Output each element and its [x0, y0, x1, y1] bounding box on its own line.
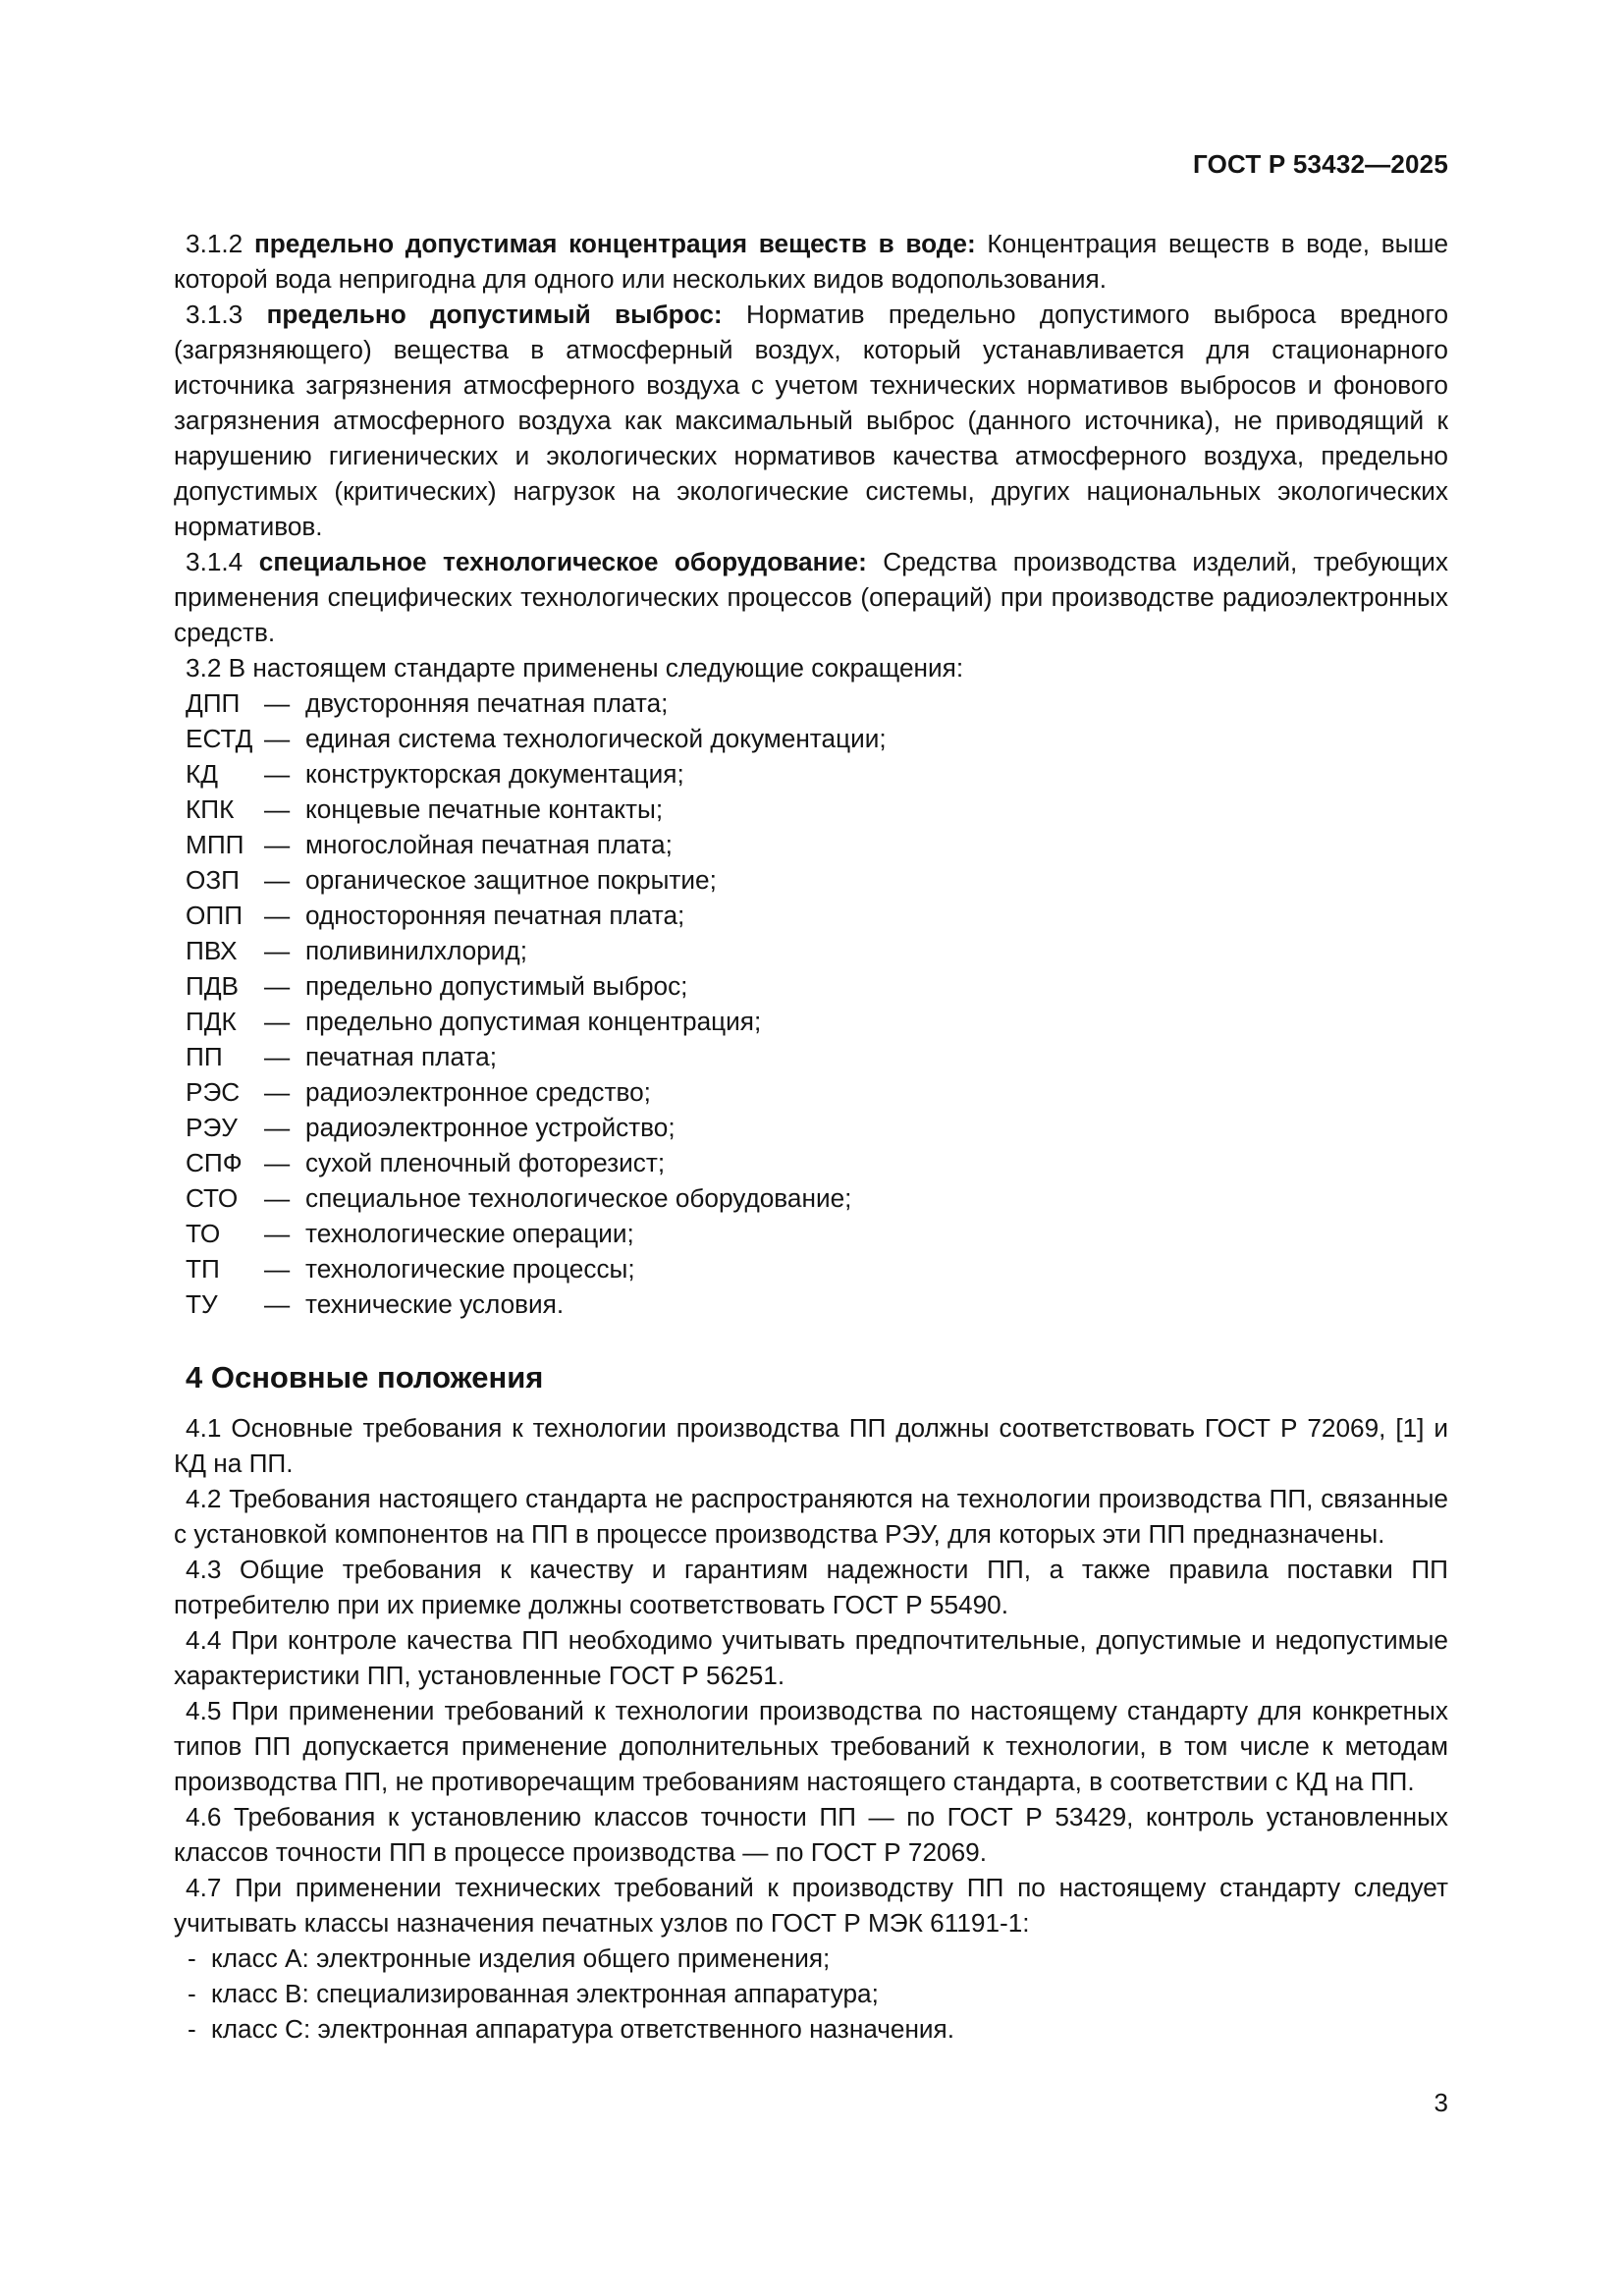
abbreviation-dash: — — [264, 1042, 291, 1071]
abbreviation: РЭС — [186, 1077, 241, 1107]
definition-term: специальное технологическое оборудование: — [258, 547, 867, 576]
list-item — [174, 1941, 1448, 1976]
abbreviation: ДПП — [186, 688, 241, 718]
page-number: 3 — [1434, 2088, 1448, 2117]
abbreviation-dash: — — [264, 688, 291, 718]
abbreviation-meaning: двусторонняя печатная плата; — [305, 688, 669, 718]
abbreviation-row — [174, 1110, 1448, 1145]
assembly-classes-list — [174, 1941, 1448, 2047]
abbreviation-row — [174, 827, 1448, 862]
abbreviation-row — [174, 862, 1448, 898]
abbreviation: ТО — [186, 1219, 221, 1248]
abbreviation-row — [174, 968, 1448, 1004]
bullet-marker: - — [188, 1979, 196, 2008]
abbreviation-meaning: концевые печатные контакты; — [305, 794, 664, 824]
abbreviation-dash: — — [264, 830, 291, 859]
abbreviation: ПДК — [186, 1007, 237, 1036]
definition-number: 3.1.2 — [186, 229, 243, 258]
bullet-marker: - — [188, 2014, 196, 2044]
paragraph-4-4: 4.4 При контроле качества ПП необходимо учитывать предпочтительные, допустимые и недопустимые характеристики ПП, установленные ГОСТ Р 56251. — [174, 1625, 1448, 1690]
abbreviation: ТП — [186, 1254, 220, 1284]
abbreviation-meaning: радиоэлектронное средство; — [305, 1077, 651, 1107]
definition-3-1-3 — [174, 297, 1448, 544]
abbreviation-row — [174, 1286, 1448, 1322]
abbreviations-list — [174, 685, 1448, 1322]
paragraph-4-1: 4.1 Основные требования к технологии производства ПП должны соответствовать ГОСТ Р 72069, [1] и КД на ПП. — [174, 1413, 1448, 1478]
definition-3-1-2 — [174, 226, 1448, 297]
abbreviation-row — [174, 1004, 1448, 1039]
abbreviation-row — [174, 1039, 1448, 1074]
abbreviation-row — [174, 1180, 1448, 1216]
list-item — [174, 2011, 1448, 2047]
abbreviation-meaning: единая система технологической документации; — [305, 724, 887, 753]
section-4-title: 4 Основные положения — [186, 1360, 544, 1394]
abbreviation-meaning: печатная плата; — [305, 1042, 497, 1071]
abbreviation-row — [174, 1251, 1448, 1286]
abbreviation-meaning: односторонняя печатная плата; — [305, 901, 685, 930]
abbreviation-meaning: органическое защитное покрытие; — [305, 865, 717, 895]
paragraph-4-6: 4.6 Требования к установлению классов точности ПП — по ГОСТ Р 53429, контроль установленных классов точности ПП в процессе производства — по ГОСТ Р 72069. — [174, 1802, 1448, 1867]
definition-text: Норматив предельно допустимого выброса вредного (загрязняющего) вещества в атмосферный воздух, который устанавливается для стационарного источника загрязнения атмосферного воздуха с учетом технических нормативов выбросов и фонового загрязнения атмосферного воздуха как максимальный выброс (данного источника), не приводящий к нарушению гигиенических и экологических нормативов качества атмосферного воздуха, предельно допустимых (критических) нагрузок на экологические системы, других национальных экологических нормативов. — [174, 300, 1449, 541]
abbreviations-intro: 3.2 В настоящем стандарте применены следующие сокращения: — [186, 653, 964, 683]
abbreviation-dash: — — [264, 1113, 291, 1142]
abbreviation-dash: — — [264, 1254, 291, 1284]
abbreviation: КД — [186, 759, 218, 789]
definition-term: предельно допустимый выброс: — [266, 300, 723, 329]
abbreviation: МПП — [186, 830, 244, 859]
document-header-id: ГОСТ Р 53432—2025 — [1193, 149, 1448, 179]
paragraph-4-3: 4.3 Общие требования к качеству и гарантиям надежности ПП, а также правила поставки ПП потребителю при их приемке должны соответствовать ГОСТ Р 55490. — [174, 1555, 1448, 1619]
abbreviation-meaning: радиоэлектронное устройство; — [305, 1113, 676, 1142]
abbreviation-meaning: технические условия. — [305, 1289, 565, 1319]
abbreviation-meaning: специальное технологическое оборудование; — [305, 1183, 852, 1213]
definition-term: предельно допустимая концентрация веществ в воде: — [253, 229, 976, 258]
abbreviation: ОЗП — [186, 865, 241, 895]
abbreviation-row — [174, 898, 1448, 933]
abbreviation-dash: — — [264, 901, 291, 930]
abbreviation: ЕСТД — [186, 724, 253, 753]
abbreviation: ПДВ — [186, 971, 240, 1001]
abbreviation-row — [174, 721, 1448, 756]
abbreviation-dash: — — [264, 1183, 291, 1213]
definition-3-1-4 — [174, 544, 1448, 650]
class-description: класс В: специализированная электронная аппаратура; — [211, 1979, 879, 2008]
paragraph-4-5: 4.5 При применении требований к технологии производства по настоящему стандарту для конкретных типов ПП допускается применение дополнительных требований к технологии, в том числе к методам производства ПП, не противоречащим требованиям настоящего стандарта, в соответствии с КД на ПП. — [174, 1696, 1448, 1796]
abbreviation: РЭУ — [186, 1113, 238, 1142]
abbreviation-dash: — — [264, 936, 291, 965]
abbreviation-row — [174, 1145, 1448, 1180]
abbreviation-meaning: предельно допустимая концентрация; — [305, 1007, 762, 1036]
abbreviation-row — [174, 685, 1448, 721]
class-description: класс А: электронные изделия общего применения; — [211, 1943, 831, 1973]
abbreviation-dash: — — [264, 1148, 291, 1177]
abbreviation-meaning: поливинилхлорид; — [305, 936, 527, 965]
abbreviation-dash: — — [264, 1219, 291, 1248]
abbreviation: КПК — [186, 794, 235, 824]
abbreviation-dash: — — [264, 1077, 291, 1107]
paragraph-4-2: 4.2 Требования настоящего стандарта не распространяются на технологии производства ПП, связанные с установкой компонентов на ПП в процессе производства РЭУ, для которых эти ПП предназначены. — [174, 1484, 1448, 1549]
abbreviation-dash: — — [264, 1289, 291, 1319]
abbreviation: ПВХ — [186, 936, 238, 965]
abbreviation-dash: — — [264, 794, 291, 824]
abbreviation-meaning: сухой пленочный фоторезист; — [305, 1148, 666, 1177]
abbreviation-meaning: многослойная печатная плата; — [305, 830, 673, 859]
abbreviation-meaning: конструкторская документация; — [305, 759, 684, 789]
definition-text: Средства производства изделий, требующих применения специфических технологических процессов (операций) при производстве радиоэлектронных средств. — [174, 547, 1448, 647]
document-body — [174, 226, 1448, 2047]
abbreviation: СТО — [186, 1183, 239, 1213]
bullet-marker: - — [188, 1943, 196, 1973]
abbreviation-row — [174, 792, 1448, 827]
abbreviation: СПФ — [186, 1148, 243, 1177]
abbreviation: ТУ — [186, 1289, 218, 1319]
abbreviation: ПП — [186, 1042, 223, 1071]
abbreviation-dash: — — [264, 1007, 291, 1036]
abbreviation-meaning: технологические процессы; — [305, 1254, 635, 1284]
list-item — [174, 1976, 1448, 2011]
abbreviation-meaning: технологические операции; — [305, 1219, 634, 1248]
abbreviation: ОПП — [186, 901, 243, 930]
abbreviation-row — [174, 1216, 1448, 1251]
abbreviation-row — [174, 933, 1448, 968]
abbreviation-dash: — — [264, 724, 291, 753]
paragraph-4-7: 4.7 При применении технических требований к производству ПП по настоящему стандарту следует учитывать классы назначения печатных узлов по ГОСТ Р МЭК 61191-1: — [174, 1873, 1448, 1938]
abbreviation-row — [174, 756, 1448, 792]
abbreviation-dash: — — [264, 865, 291, 895]
definition-number: 3.1.3 — [186, 300, 243, 329]
abbreviation-dash: — — [264, 759, 291, 789]
class-description: класс С: электронная аппаратура ответственного назначения. — [211, 2014, 955, 2044]
definition-number: 3.1.4 — [186, 547, 243, 576]
abbreviation-row — [174, 1074, 1448, 1110]
definition-text: Концентрация веществ в воде, выше которой вода непригодна для одного или нескольких видов водопользования. — [174, 229, 1449, 294]
abbreviation-meaning: предельно допустимый выброс; — [305, 971, 688, 1001]
abbreviation-dash: — — [264, 971, 291, 1001]
